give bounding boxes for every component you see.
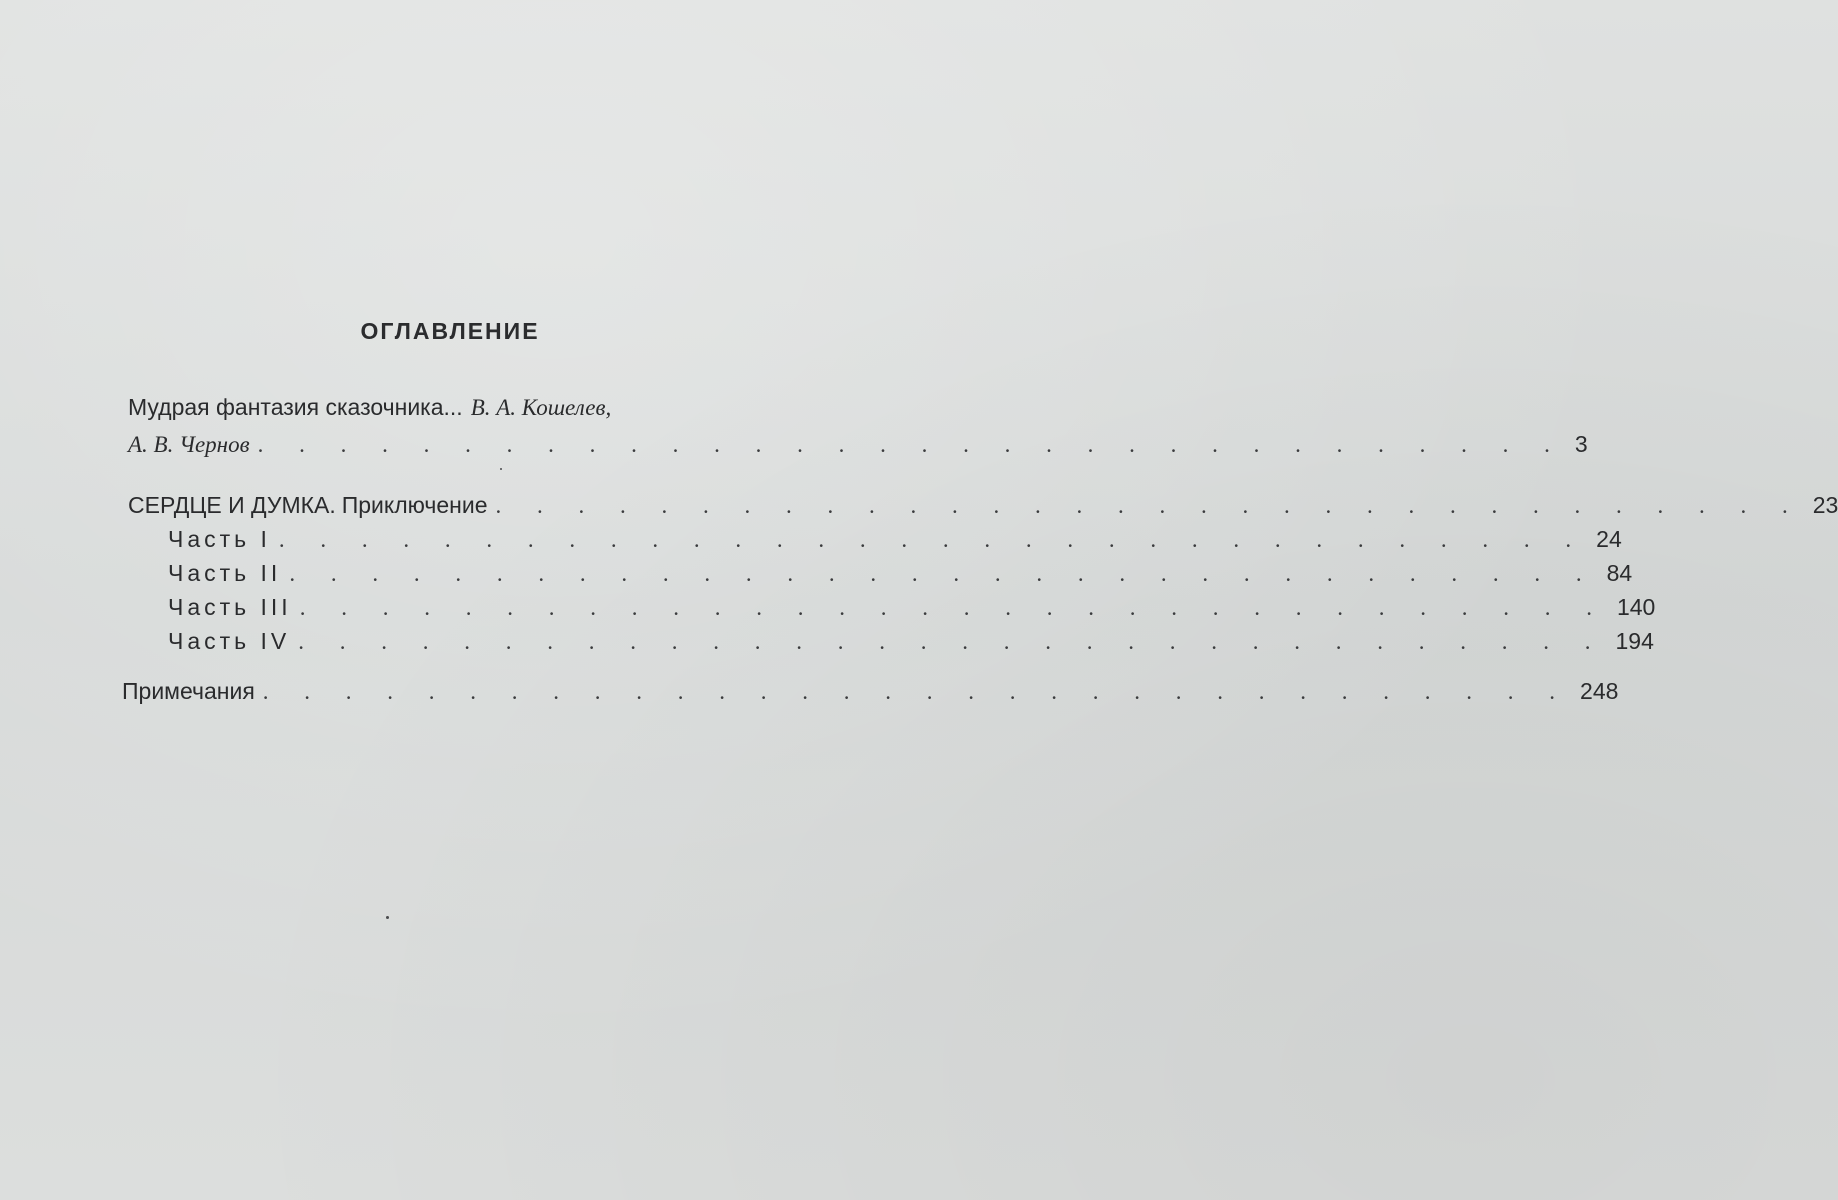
part-label: Часть III	[168, 594, 292, 620]
page-title: ОГЛАВЛЕНИЕ	[360, 318, 540, 344]
entry-title-caps: СЕРДЦЕ И ДУМКА.	[128, 492, 336, 518]
page-number: 84	[1606, 560, 1633, 586]
toc-part-3	[168, 592, 1656, 623]
dot-leader: . . . . . . . . . . . . . . . . . . . . . . . . . . . . . . . .	[257, 432, 1565, 457]
page-number: 248	[1580, 678, 1619, 704]
entry-title: Мудрая фантазия сказочника...	[128, 394, 463, 420]
dot-leader: . . . . . . . . . . . . . . . . . . . . . . . . . . . . . . . .	[298, 629, 1606, 654]
dot-leader: . . . . . . . . . . . . . . . . . . . . . . . . . . . . . . . .	[278, 527, 1587, 552]
dot-leader: . . . . . . . . . . . . . . . . . . . . . . . . . . . . . . . .	[289, 561, 1597, 586]
paper-speck	[386, 916, 389, 919]
entry-authors-cont: А. В. Чернов	[128, 432, 250, 457]
toc-part-2	[168, 558, 1633, 589]
dot-leader: . . . . . . . . . . . . . . . . . . . . . . . . . . . . . . . .	[262, 679, 1571, 704]
toc-part-4	[168, 626, 1654, 657]
toc-entry-preface	[128, 392, 1588, 460]
entry-title: Примечания	[122, 678, 255, 704]
toc-entry-notes	[122, 676, 1619, 707]
part-label: Часть I	[168, 526, 271, 552]
entry-subtitle: Приключение	[341, 492, 488, 518]
part-label: Часть II	[168, 560, 282, 586]
dot-leader: . . . . . . . . . . . . . . . . . . . . . . . . . . . . . . . .	[495, 493, 1803, 518]
page-number: 194	[1615, 628, 1654, 654]
dot-leader: . . . . . . . . . . . . . . . . . . . . . . . . . . . . . . . .	[299, 595, 1607, 620]
part-label: Часть IV	[168, 628, 291, 654]
paper-speck	[500, 468, 502, 470]
page-number: 24	[1596, 526, 1622, 552]
toc-entry-line-2	[128, 429, 1588, 460]
toc-part-1	[168, 524, 1622, 555]
toc-entry-line	[128, 490, 1838, 521]
page-number: 3	[1574, 431, 1588, 457]
toc-entry-main-work	[128, 490, 1838, 521]
page-number: 140	[1616, 594, 1656, 620]
toc-entry-line-1	[128, 392, 770, 423]
entry-authors: В. А. Кошелев,	[470, 395, 612, 420]
page-number: 23	[1812, 492, 1838, 518]
